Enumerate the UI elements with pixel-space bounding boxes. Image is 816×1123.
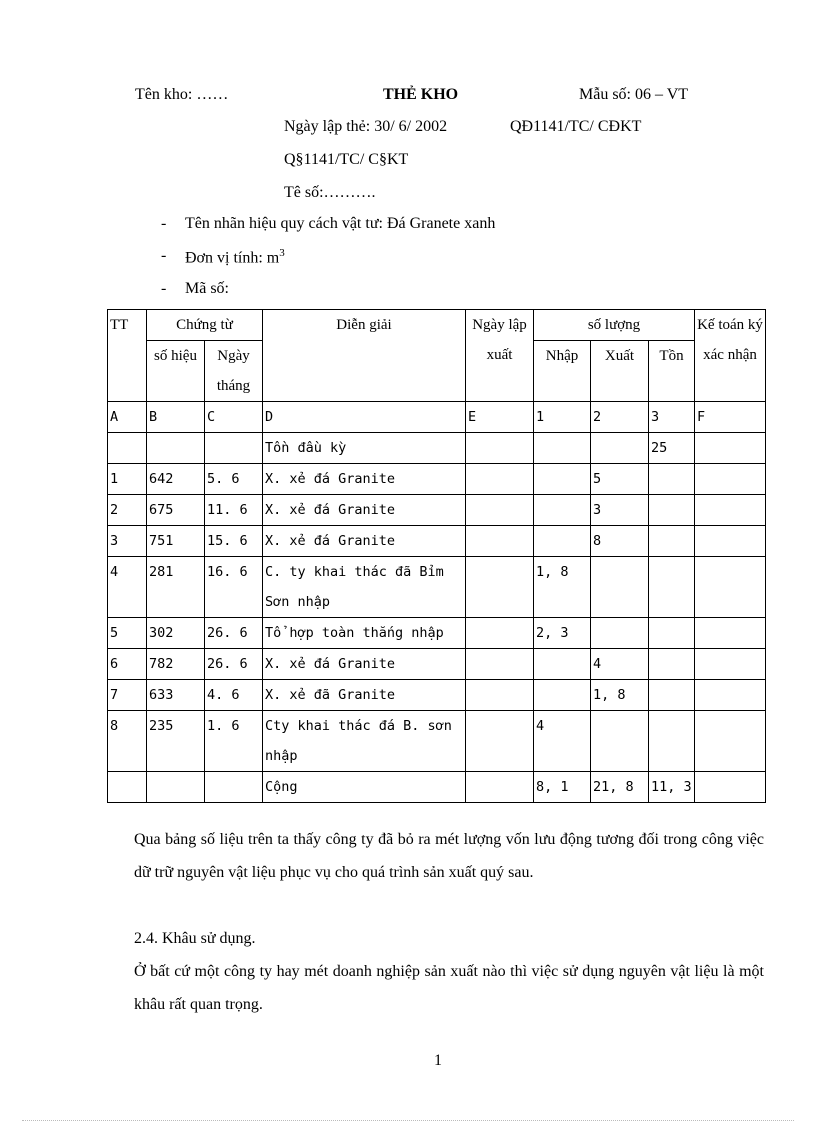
total-stock: 11, 3 — [649, 772, 695, 803]
sheet-number: Tê số:………. — [284, 184, 376, 201]
letter-cell: 3 — [649, 402, 695, 433]
page-number: 1 — [434, 1052, 442, 1069]
letter-cell: 2 — [591, 402, 649, 433]
decision-number: QĐ1141/TC/ CĐKT — [510, 118, 642, 135]
col-export-date: Ngày lập xuất — [466, 310, 534, 402]
col-accountant: Kế toán ký xác nhận — [695, 310, 766, 402]
unit-of-measure: Đơn vị tính: $m^3$ — [185, 247, 285, 267]
bullet-dash: - — [161, 280, 167, 297]
warehouse-name: Tên kho: …… — [135, 86, 229, 103]
letter-cell: B — [147, 402, 205, 433]
table-row: 6 782 26. 6 X. xẻ đá Granite 4 — [108, 649, 766, 680]
col-import: Nhập — [534, 341, 591, 402]
col-quantity: số lượng — [534, 310, 695, 341]
body-paragraph: Ở bất cứ một công ty hay mét doanh nghiệp sản xuất nào thì việc sử dụng nguyên vật liệu là một khâu rất quan trọng. — [134, 963, 764, 1013]
col-export: Xuất — [591, 341, 649, 402]
total-import: 8, 1 — [534, 772, 591, 803]
material-spec: Tên nhãn hiệu quy cách vật tư: Đá Granete xanh — [185, 215, 496, 232]
table-row: 5 302 26. 6 Tổ hợp toàn thắng nhập 2, 3 — [108, 618, 766, 649]
bullet-dash: - — [161, 215, 167, 232]
col-voucher-no: số hiệu — [147, 341, 205, 402]
letter-row — [108, 402, 766, 433]
total-export: 21, 8 — [591, 772, 649, 803]
stock-card-table — [107, 309, 766, 803]
letter-cell: F — [695, 402, 766, 433]
table-row: 2 675 11. 6 X. xẻ đá Granite 3 — [108, 495, 766, 526]
letter-cell: A — [108, 402, 147, 433]
col-description: Diễn giải — [263, 310, 466, 402]
letter-cell: 1 — [534, 402, 591, 433]
body-paragraph: Qua bảng số liệu trên ta thấy công ty đã bỏ ra mét lượng vốn lưu động tương đối trong công việc dữ trữ nguyên vật liệu phục vụ cho quá trình sản xuất quý sau. — [134, 831, 764, 881]
material-code: Mã số: — [185, 280, 229, 297]
decision-number-alt: Q§1141/TC/ C§KT — [284, 151, 409, 168]
bullet-dash: - — [161, 247, 167, 264]
page-bottom-divider — [22, 1120, 794, 1121]
opening-label: Tồn đầu kỳ — [263, 433, 466, 464]
col-stock: Tồn — [649, 341, 695, 402]
letter-cell: D — [263, 402, 466, 433]
total-row — [108, 772, 766, 803]
form-number: Mẫu số: 06 – VT — [579, 86, 689, 103]
table-row: 1 642 5. 6 X. xẻ đá Granite 5 — [108, 464, 766, 495]
table-row: 7 633 4. 6 X. xẻ đã Granite 1, 8 — [108, 680, 766, 711]
opening-stock: 25 — [649, 433, 695, 464]
total-label: Cộng — [263, 772, 466, 803]
table-row: 3 751 15. 6 X. xẻ đá Granite 8 — [108, 526, 766, 557]
letter-cell: C — [205, 402, 263, 433]
card-date: Ngày lập thẻ: 30/ 6/ 2002 — [284, 118, 448, 135]
table-row: 4 281 16. 6 C. ty khai thác đã Bỉm Sơn nhập 1, 8 — [108, 557, 766, 618]
section-heading: 2.4. Khâu sử dụng. — [134, 930, 256, 947]
col-voucher: Chứng từ — [147, 310, 263, 341]
page-title: THẺ KHO — [383, 86, 459, 103]
opening-row — [108, 433, 766, 464]
col-voucher-date: Ngày tháng — [205, 341, 263, 402]
letter-cell: E — [466, 402, 534, 433]
table-row: 8 235 1. 6 Cty khai thác đá B. sơn nhập 4 — [108, 711, 766, 772]
col-tt: TT — [108, 310, 147, 402]
